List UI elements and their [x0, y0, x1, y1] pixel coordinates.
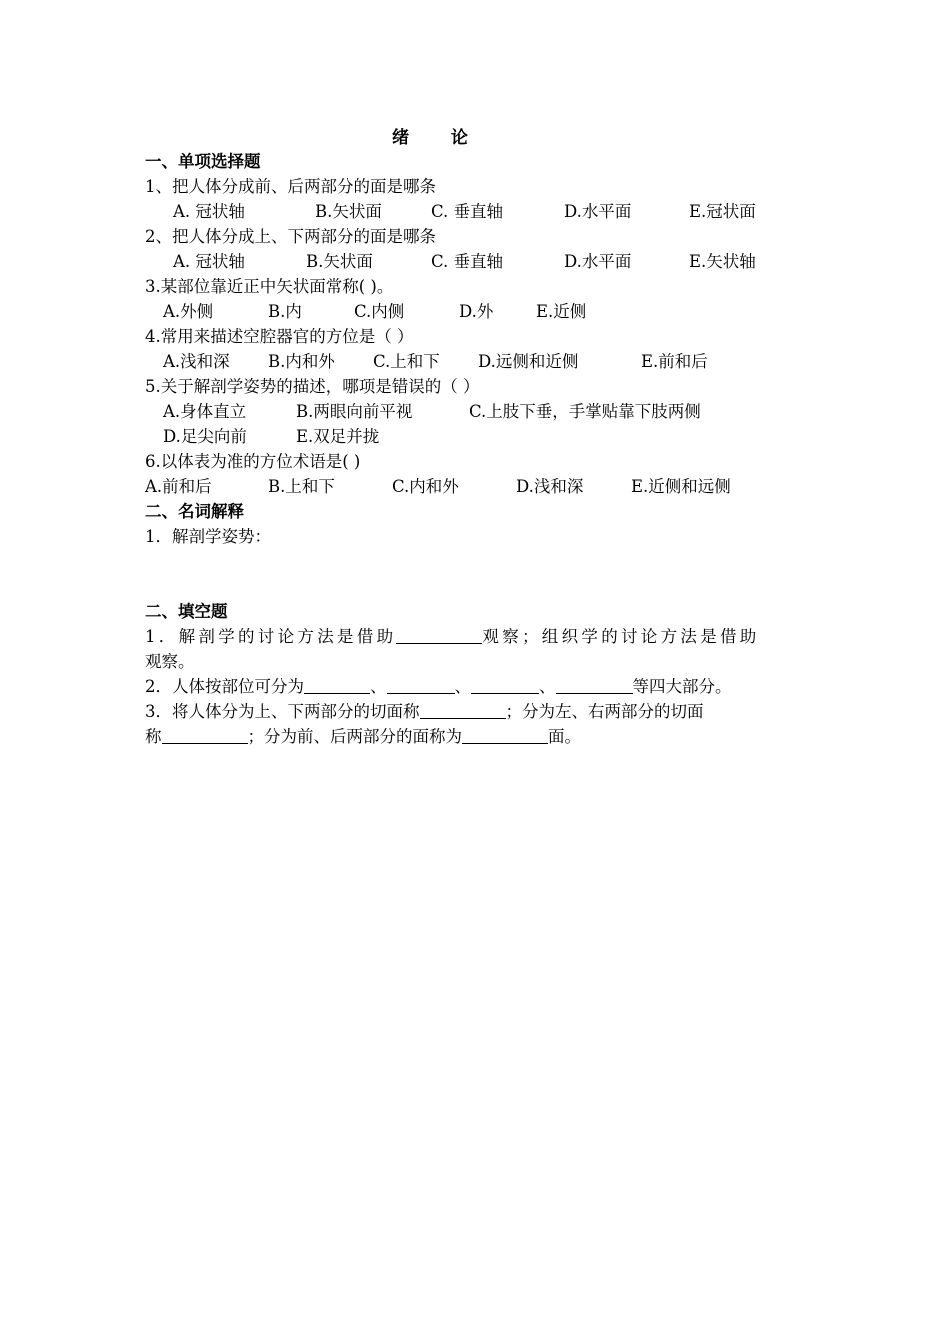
fill-text: 称: [145, 727, 162, 746]
option-e: E.冠状面: [689, 202, 756, 221]
option-a: A.前和后: [145, 477, 212, 496]
fill-text: 、: [539, 677, 556, 696]
fill-text: 观察；组织学的讨论方法是借助: [482, 627, 760, 646]
option-e: E.近侧和远侧: [631, 477, 731, 496]
option-d: D.外: [459, 302, 494, 321]
option-b: B.矢状面: [315, 202, 382, 221]
fill-text: 、: [454, 677, 471, 696]
fill-text: 等四大部分。: [632, 677, 732, 696]
question-stem: 1、把人体分成前、后两部分的面是哪条: [145, 177, 436, 196]
option-e: E.双足并拢: [296, 427, 380, 446]
option-d: D.水平面: [564, 252, 632, 271]
fill-question-2: [145, 674, 732, 699]
option-a: A.浅和深: [163, 352, 230, 371]
fill-question-3-continued: [145, 724, 581, 749]
option-b: B.上和下: [268, 477, 335, 496]
question-stem: 4.常用来描述空腔器官的方位是（ ）: [145, 327, 414, 346]
option-b: B.矢状面: [306, 252, 373, 271]
fill-text: ；分为左、右两部分的切面: [505, 702, 704, 721]
option-a: A. 冠状轴: [173, 252, 245, 271]
fill-text: 1．解剖学的讨论方法是借助: [145, 627, 397, 646]
option-e: E.矢状轴: [689, 252, 756, 271]
section-heading-single-choice: 一、单项选择题: [145, 152, 261, 171]
question-stem: 3.某部位靠近正中矢状面常称( )。: [145, 277, 394, 296]
section-heading-fill-blank: 二、填空题: [145, 602, 228, 621]
answer-blank[interactable]: [304, 675, 370, 694]
answer-blank[interactable]: [556, 675, 633, 694]
answer-blank[interactable]: [387, 675, 455, 694]
fill-text: 3．将人体分为上、下两部分的切面称: [145, 702, 420, 721]
answer-blank[interactable]: [420, 700, 506, 719]
option-e: E.近侧: [536, 302, 587, 321]
option-d: D.水平面: [564, 202, 632, 221]
option-b: B.内: [268, 302, 302, 321]
question-stem: 5.关于解剖学姿势的描述，哪项是错误的（ ）: [145, 377, 480, 396]
option-b: B.内和外: [268, 352, 335, 371]
option-e: E.前和后: [641, 352, 708, 371]
term-item: 1．解剖学姿势：: [145, 527, 271, 546]
page-title: 绪 论: [392, 128, 486, 148]
answer-blank[interactable]: [471, 675, 539, 694]
option-d: D.浅和深: [516, 477, 584, 496]
option-c: C.上肢下垂，手掌贴靠下肢两侧: [469, 402, 701, 421]
fill-text: 面。: [548, 727, 581, 746]
answer-blank[interactable]: [462, 725, 548, 744]
option-a: A.身体直立: [163, 402, 247, 421]
question-stem: 2、把人体分成上、下两部分的面是哪条: [145, 227, 436, 246]
question-stem: 6.以体表为准的方位术语是( ): [145, 452, 361, 471]
option-c: C.内和外: [392, 477, 459, 496]
fill-question-1: [145, 624, 760, 649]
option-d: D.远侧和近侧: [478, 352, 579, 371]
option-c: C.上和下: [373, 352, 440, 371]
option-c: C.内侧: [354, 302, 405, 321]
option-c: C. 垂直轴: [431, 202, 504, 221]
answer-blank[interactable]: [162, 725, 248, 744]
fill-question-3: [145, 699, 704, 724]
option-a: A. 冠状轴: [173, 202, 245, 221]
fill-text: 、: [370, 677, 387, 696]
fill-question-1-continued: 观察。: [145, 652, 195, 671]
option-a: A.外侧: [163, 302, 214, 321]
option-c: C. 垂直轴: [431, 252, 504, 271]
fill-text: 2．人体按部位可分为: [145, 677, 304, 696]
section-heading-term-explanation: 二、名词解释: [145, 502, 244, 521]
answer-blank[interactable]: [396, 625, 482, 644]
fill-text: ；分为前、后两部分的面称为: [247, 727, 462, 746]
option-b: B.两眼向前平视: [296, 402, 413, 421]
option-d: D.足尖向前: [163, 427, 247, 446]
